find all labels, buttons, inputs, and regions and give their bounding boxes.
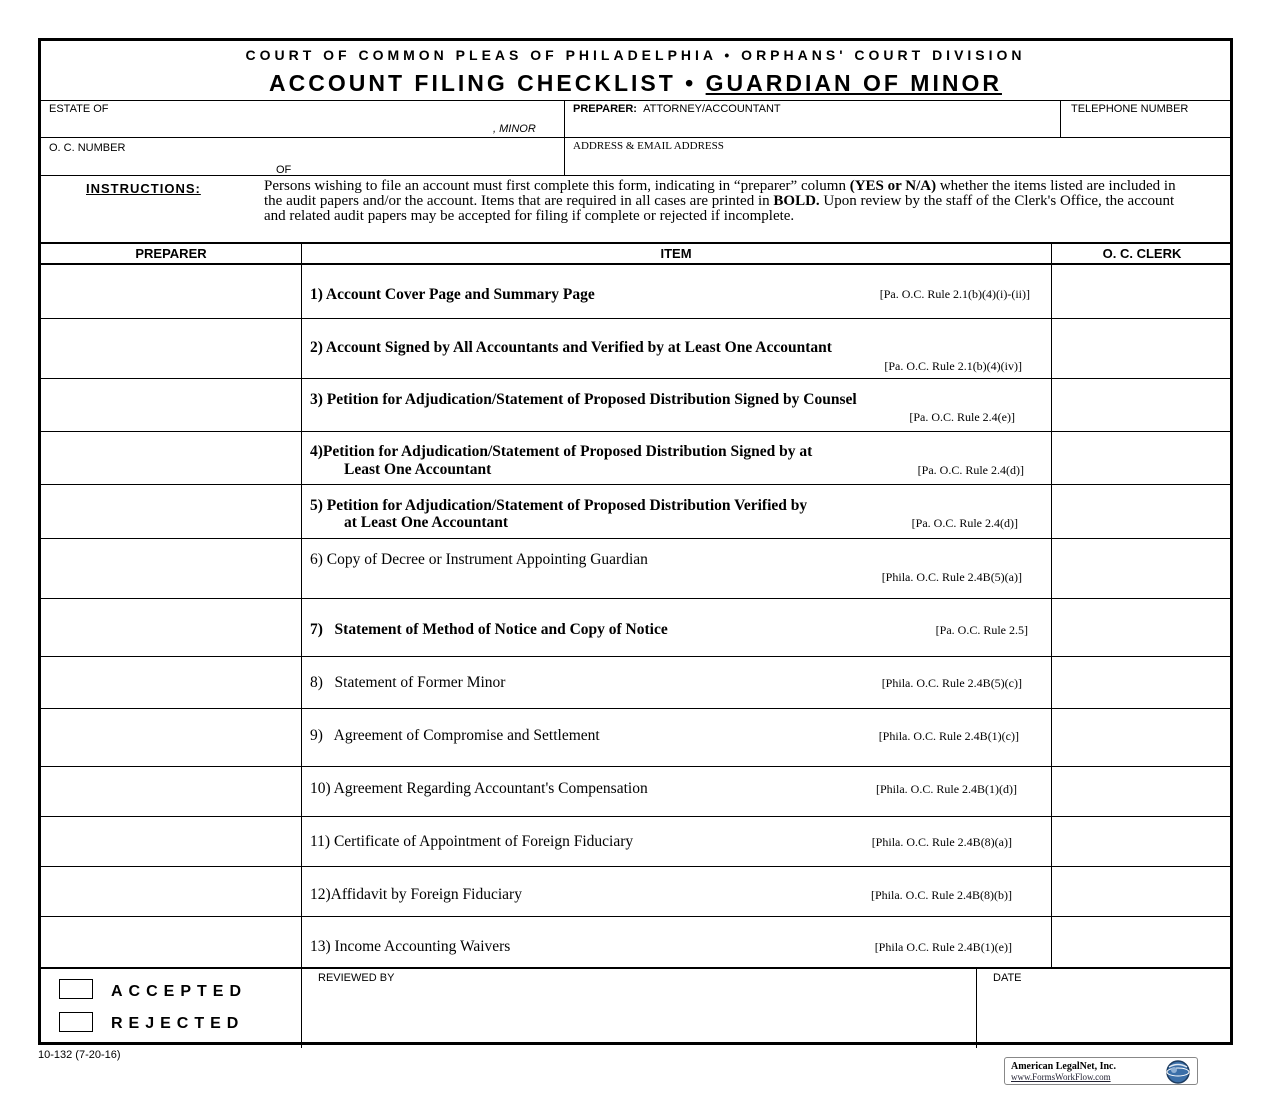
telephone-label: TELEPHONE NUMBER [1071,103,1189,115]
clerk-cell[interactable] [1052,816,1233,866]
rejected-checkbox[interactable] [59,1012,93,1032]
instructions-bold-2: BOLD. [773,193,820,209]
preparer-cell[interactable] [41,263,301,318]
checklist-form [38,38,1233,1045]
vendor-name: American LegalNet, Inc. [1011,1061,1116,1072]
item-text: 12)Affidavit by Foreign Fiduciary [310,886,522,903]
vendor-logo [1004,1057,1198,1085]
clerk-cell[interactable] [1052,656,1233,708]
preparer-cell[interactable] [41,378,301,431]
instructions-part-2: whether the items listed are included in the audit papers and/or the account. Items that are required in all cases are printed in [264,178,1176,209]
minor-label: , MINOR [493,123,536,135]
item-text: 5) Petition for Adjudication/Statement of Proposed Distribution Verified by [310,497,808,514]
preparer-field [573,103,781,115]
item-text: 13) Income Accounting Waivers [310,938,511,955]
form-number: 10-132 (7-20-16) [38,1049,121,1061]
rule-citation: [Pa. O.C. Rule 2.1(b)(4)(iv)] [884,359,1022,373]
preparer-cell[interactable] [41,431,301,484]
rule-citation: [Pa. O.C. Rule 2.4(d)] [917,463,1024,477]
instructions-bold-1: (YES or N/A) [849,178,937,194]
item-text: 2) Account Signed by All Accountants and Verified by at Least One Accountant [310,339,832,356]
rule-citation: [Pa. O.C. Rule 2.5] [935,623,1028,637]
clerk-cell[interactable] [1052,263,1233,318]
preparer-cell[interactable] [41,916,301,967]
item-text-continued: at Least One Accountant [344,514,509,531]
item-text: 7) Statement of Method of Notice and Copy of Notice [310,621,668,638]
clerk-cell[interactable] [1052,866,1233,916]
vendor-url[interactable]: www.FormsWorkFlow.com [1011,1072,1111,1082]
clerk-cell[interactable] [1052,378,1233,431]
date-label: DATE [993,972,1022,984]
item-text: 9) Agreement of Compromise and Settlement [310,727,600,744]
item-text-continued: Least One Accountant [344,461,492,478]
clerk-cell[interactable] [1052,916,1233,967]
item-text: 8) Statement of Former Minor [310,674,506,691]
preparer-label: PREPARER: [573,103,637,115]
rule-citation: [Phila O.C. Rule 2.4B(1)(e)] [874,940,1012,954]
rule-citation: [Phila. O.C. Rule 2.4B(8)(b)] [871,888,1012,902]
reviewed-by-label: REVIEWED BY [318,972,395,984]
clerk-cell[interactable] [1052,538,1233,598]
accepted-checkbox[interactable] [59,979,93,999]
preparer-cell[interactable] [41,318,301,378]
title-underlined: GUARDIAN OF MINOR [705,70,1002,96]
instructions-heading: INSTRUCTIONS: [86,181,201,196]
instructions-part-3: Upon review by the staff of the Clerk's Office, the account and related audit papers may be accepted for filing if complete or rejected if incomplete. [264,193,1175,224]
rule-citation: [Phila. O.C. Rule 2.4B(8)(a)] [871,835,1012,849]
clerk-cell[interactable] [1052,766,1233,816]
rule-citation: [Pa. O.C. Rule 2.4(e)] [909,410,1015,424]
accepted-label: ACCEPTED [111,983,248,1000]
court-name: COURT OF COMMON PLEAS OF PHILADELPHIA • ORPHANS' COURT DIVISION [245,47,1026,63]
of-label: OF [276,164,292,176]
instructions-text [264,179,1184,224]
rule-citation: [Phila. O.C. Rule 2.4B(1)(c)] [878,729,1019,743]
instructions-part-1: Persons wishing to file an account must first complete this form, indicating in “preparer” column [264,178,850,194]
preparer-type: ATTORNEY/ACCOUNTANT [643,103,781,115]
item-text: 6) Copy of Decree or Instrument Appointing Guardian [310,551,648,568]
preparer-cell[interactable] [41,708,301,766]
oc-number-label: O. C. NUMBER [49,142,126,154]
item-text: 10) Agreement Regarding Accountant's Compensation [310,780,648,797]
item-text: 4)Petition for Adjudication/Statement of Proposed Distribution Signed by at [310,443,813,460]
preparer-cell[interactable] [41,816,301,866]
rule-citation: [Phila. O.C. Rule 2.4B(5)(a)] [881,570,1022,584]
item-text: 1) Account Cover Page and Summary Page [310,286,595,303]
preparer-cell[interactable] [41,656,301,708]
clerk-cell[interactable] [1052,318,1233,378]
item-text: 3) Petition for Adjudication/Statement of Proposed Distribution Signed by Counsel [310,391,857,408]
rule-citation: [Phila. O.C. Rule 2.4B(5)(c)] [881,676,1022,690]
rule-citation: [Pa. O.C. Rule 2.4(d)] [911,516,1018,530]
clerk-column-header: O. C. CLERK [1102,246,1182,261]
rule-citation: [Phila. O.C. Rule 2.4B(1)(d)] [876,782,1017,796]
form-title [41,70,1230,97]
item-text: 11) Certificate of Appointment of Foreign Fiduciary [310,833,634,850]
rejected-label: REJECTED [111,1015,245,1032]
preparer-cell[interactable] [41,538,301,598]
preparer-cell[interactable] [41,866,301,916]
preparer-cell[interactable] [41,766,301,816]
item-column-header: ITEM [660,246,692,261]
preparer-cell[interactable] [41,484,301,538]
address-email-label: ADDRESS & EMAIL ADDRESS [573,140,724,152]
clerk-cell[interactable] [1052,598,1233,656]
clerk-cell[interactable] [1052,431,1233,484]
preparer-cell[interactable] [41,598,301,656]
clerk-cell[interactable] [1052,484,1233,538]
rule-citation: [Pa. O.C. Rule 2.1(b)(4)(i)-(ii)] [879,287,1030,301]
estate-of-label: ESTATE OF [49,103,109,115]
globe-icon [1163,1059,1193,1085]
preparer-column-header: PREPARER [135,246,207,261]
title-main: ACCOUNT FILING CHECKLIST • [269,70,706,96]
clerk-cell[interactable] [1052,708,1233,766]
